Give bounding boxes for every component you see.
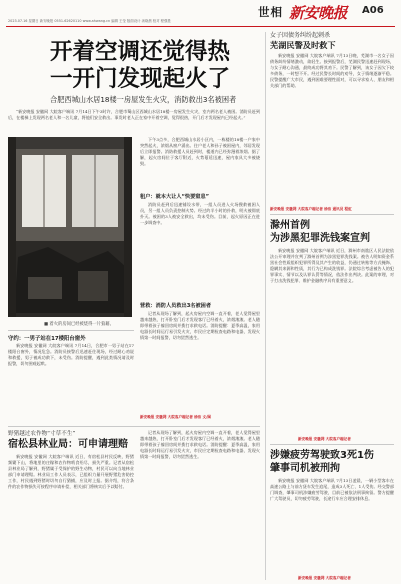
right-mid-title-line2: 为涉黑犯罪洗钱案宣判 [270,233,370,244]
divider [270,214,394,215]
divider [8,426,260,427]
paper-name-logo: 新安晚报 [289,4,348,22]
third-title-line2: 宿松县林业局：可申请理赔 [8,439,128,450]
photo-caption: ■ 着火的房间已经被烧得一片狼藉。 [44,322,114,327]
third-body-col1: 新安晚报 安徽网 大皖客户端讯 近日，有宿松县村民反映，野猪频繁下山，将地里的庄稼和农作物啃食殆尽，损失严重。记者从宿松县林业局了解到，野猪属于受保护的野生动物，村民可以向当地林业部门申请理赔。林业局工作人员表示，已组织力量开展野猪危害防控工作，村民遇到野猪时切勿自行猎捕，应及时上报。据介绍，符合条件的农作物损失可按程序申请补偿，相关部门将核实后予以赔付。 [8,454,134,490]
right-bottom-title-line1: 涉嫌疲劳驾驶致3死1伤 [270,450,374,461]
lead-headline-line2: 一开门发现起火了 [50,66,231,92]
lead-section3-title: 营救：消防人员救出3名被困者 [140,303,212,309]
lead-intro: “新安晚报 安徽网 大皖客户端讯 7月14日下午3时许，合肥市蜀山区西城山水居18楼一房屋发生火灾，室内两名老人被困。消防员赶到后，在楼梯上发现两名老人和一名儿童，将他们安全救出。事发时老人正在家中开着空调，觉得很热，开门后才发现屋内已经起火。” [8,109,260,121]
section-name: 世相 [258,5,283,19]
lead-section2-body: 消防员赶到后迅速铺设水带，一组人员进入火场搜救被困人员，另一组人员负责控制火势。经过约半小时的扑救，明火被彻底扑灭。被困的3人被安全救出，均未受伤。目前，起火原因正在进一步调查中。 [140,202,260,226]
right-bottom-byline: 新安晚报 安徽网 大皖客户端记者 [298,576,351,580]
lead-byline: 新安晚报 安徽网 大皖客户端记者 徐洁 文/图 [140,415,212,419]
column-divider [265,32,266,580]
lead-headline-line1: 开着空调还觉得热 [50,39,231,65]
lead-subhead: 合肥西城山水居18楼一房屋发生火灾，消防救出3名被困者 [50,95,237,104]
fire-scene-photo [8,137,132,317]
right-bottom-title-line2: 肇事司机被刑拘 [270,463,340,474]
burnt-room-image [8,137,132,317]
second-body: 新安晚报 安徽网 大皖客户端讯 7月14日，合肥市一男子站在17楼阳台窗外，情况危急。消防员接警后迅速赶往现场，经过耐心劝说和救援，男子被成功救下，未受伤。消防提醒，遇到此类情况请及时报警，切勿围观起哄。 [8,343,134,367]
right-top-body: 新安晚报 安徽网 大皖客户端讯 7月13日晚，芜湖市一名女子因债务纠纷情绪激动，欲轻生。接到报警后，芜湖民警迅速赶到现场，与女子耐心沟通，最终成功将其劝下。民警了解到，该女子因欠下较多债务，一时想不开。经过民警长时间的劝导，女子情绪逐渐平稳。民警提醒广大市民，遇到困难要理性面对，可以寻求家人、朋友和相关部门的帮助。 [270,53,394,89]
third-title-line1: 野猪越过农作物“寸草不生” [8,431,76,437]
second-title: 守约：一男子站在17楼阳台窗外 [8,336,86,342]
right-top-title: 芜湖民警及时救下 [270,40,336,50]
page-number: A06 [362,5,384,16]
masthead [0,0,401,30]
third-body-col2: 记者从现场了解到，起火房屋内空调一直开着，老人觉得屋里越来越热，打开卧室门后才发现客厅已经着火，浓烟滚滚。老人随即带着孩子躲回房间并拨打求救电话。消防提醒：夏季高温，家用电器长时间运行易引发火灾，市民应定期检查电路和电器，发现火情第一时间报警，切勿贸然逃生。 [140,430,260,460]
divider [270,444,394,445]
right-bottom-body: 新安晚报 安徽网 大皖客户端讯 7月13日凌晨，一辆小型客车在高速公路上与前方货车发生追尾，造成3人死亡、1人受伤。经交警部门调查，肇事司机涉嫌疲劳驾驶，目前已被依法刑事拘留。警方提醒广大驾驶员，切勿疲劳驾驶，长途行车应合理安排休息。 [270,478,394,502]
right-top-byline: 新安晚报 安徽网 大皖客户端记者 徐洁 通讯员 程虹 [270,207,352,211]
right-mid-body: 新安晚报 安徽网 大皖客户端讯 近日，滁州市南谯区人民法院依法公开审理并宣判了滁州首例为涉黑犯罪洗钱案。被告人明知资金系黑社会性质组织犯罪所得及其产生的收益，仍通过转账等方式掩饰、隐瞒其来源和性质，其行为已构成洗钱罪。法院综合考虑被告人的犯罪事实、情节以及认罪认罚等情况，依法作出判决。此案的审理，对于打击洗钱犯罪、维护金融秩序具有重要意义。 [270,248,394,284]
right-mid-title-line1: 滁州首例 [270,220,310,231]
edition-line: 2023.07.16 星期日 新安晚报 0551-62620110 www.ahwang.cn 编辑 王莹 版面设计 汤晓晨 校对 程强胜 [8,19,171,23]
divider [8,330,134,331]
right-top-title-small: 女子因债务纠纷起刺杀 [270,32,331,39]
lead-section1-title: 租户：就本大让人“快要窒息” [140,194,210,200]
masthead-rule [6,26,395,27]
lead-section1-body: 下午3点多，合肥西城山水居小区内，一栋楼的18楼一户家中突然起火，浓烟从窗户涌出。住户老人和孙子被困屋内，邻居发现后立即报警。消防救援人员赶到时，楼道内已经弥漫着浓烟。据了解，起火房间位于客厅附近，火势蔓延迅速，屋内家具大多被烧毁。 [140,137,260,167]
right-mid-byline: 新安晚报 安徽网 大皖客户端记者 [298,437,351,441]
lead-section3-body: 记者从现场了解到，起火房屋内空调一直开着，老人觉得屋里越来越热，打开卧室门后才发现客厅已经着火，浓烟滚滚。老人随即带着孩子躲回房间并拨打求救电话。消防提醒：夏季高温，家用电器长时间运行易引发火灾，市民应定期检查电路和电器，发现火情第一时间报警，切勿贸然逃生。 [140,311,260,341]
